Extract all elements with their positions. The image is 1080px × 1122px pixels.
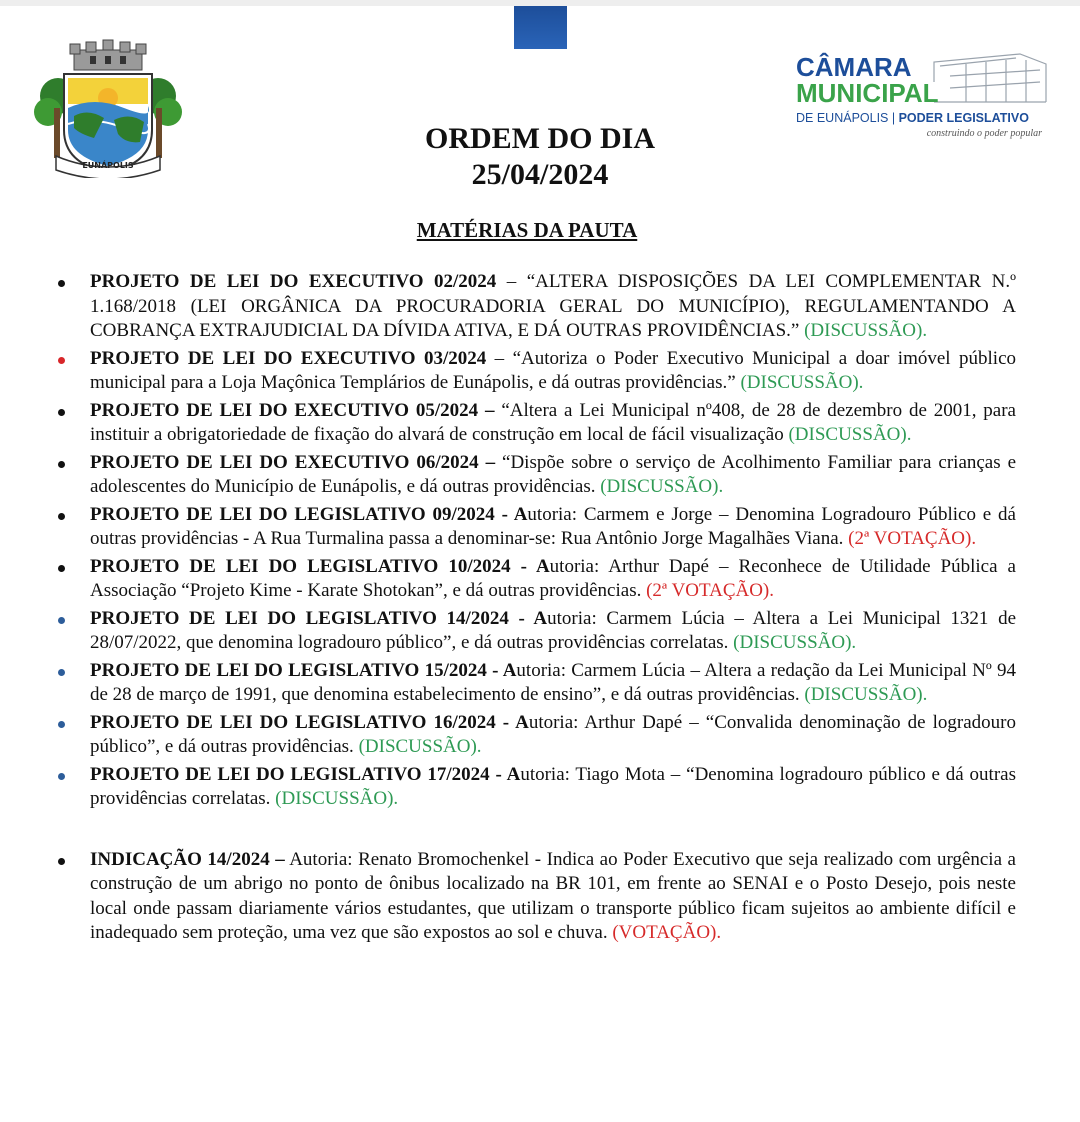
document-title: ORDEM DO DIA bbox=[425, 122, 655, 155]
camara-sub-b: PODER LEGISLATIVO bbox=[898, 111, 1029, 125]
item-title: PROJETO DE LEI DO LEGISLATIVO 15/2024 - A bbox=[90, 659, 517, 681]
item-text: utoria: Arthur Dapé – “Convalida denominação de logradouro público”, e dá outras providências. bbox=[90, 711, 1016, 757]
item-text: utoria: Carmem Lúcia – Altera a Lei Municipal 1321 de 28/07/2022, que denomina logradouro público”, e dá outras providências correlatas. bbox=[90, 607, 1016, 653]
item-status: (DISCUSSÃO). bbox=[804, 320, 928, 341]
item-status: (DISCUSSÃO). bbox=[804, 684, 928, 705]
agenda-item bbox=[48, 451, 1016, 500]
item-title: INDICAÇÃO 14/2024 – bbox=[90, 848, 285, 870]
item-text: Autoria: Renato Bromochenkel - Indica ao Poder Executivo que seja realizado com urgência a construção de um abrigo no ponto de ônibus localizado na BR 101, em frente ao SENAI e o Posto Desejo, pois neste local onde passam diariamente vários estudantes, que utilizam o transporte público ficam sujeitos ao ambiente difícil e inadequado sem proteção, uma vez que são expostos ao sol e chuva. bbox=[90, 848, 1016, 943]
document-date: 25/04/2024 bbox=[471, 158, 609, 191]
bullet-icon bbox=[58, 669, 65, 676]
item-title: PROJETO DE LEI DO EXECUTIVO 05/2024 – bbox=[90, 399, 495, 421]
agenda-list bbox=[48, 270, 1016, 949]
bullet-icon bbox=[58, 357, 65, 364]
item-title: PROJETO DE LEI DO LEGISLATIVO 14/2024 - A bbox=[90, 607, 548, 629]
camara-line2: MUNICIPAL bbox=[796, 78, 939, 108]
item-title: PROJETO DE LEI DO EXECUTIVO 03/2024 bbox=[90, 347, 487, 369]
item-status: (DISCUSSÃO). bbox=[740, 372, 864, 393]
item-title: PROJETO DE LEI DO EXECUTIVO 02/2024 bbox=[90, 271, 497, 292]
item-text: – “Autoriza o Poder Executivo Municipal a doar imóvel público municipal para a Loja Maçônica Templários de Eunápolis, e dá outras providências.” bbox=[90, 347, 1017, 393]
agenda-item bbox=[48, 503, 1016, 552]
agenda-item bbox=[48, 659, 1016, 708]
item-title: PROJETO DE LEI DO LEGISLATIVO 10/2024 - A bbox=[90, 555, 550, 577]
bullet-icon bbox=[58, 565, 65, 572]
item-status: (DISCUSSÃO). bbox=[358, 736, 482, 757]
agenda-item bbox=[48, 399, 1016, 448]
agenda-item bbox=[48, 347, 1016, 396]
item-text: “Dispõe sobre o serviço de Acolhimento Familiar para crianças e adolescentes do Município de Eunápolis, e dá outras providências. bbox=[90, 451, 1017, 497]
agenda-item bbox=[48, 555, 1016, 604]
item-status: (DISCUSSÃO). bbox=[733, 632, 857, 653]
agenda-item bbox=[48, 848, 1016, 946]
bullet-icon bbox=[58, 280, 65, 287]
item-status: (VOTAÇÃO). bbox=[612, 922, 722, 943]
agenda-item bbox=[48, 607, 1016, 656]
camara-slogan: construindo o poder popular bbox=[926, 128, 1042, 139]
item-status: (DISCUSSÃO). bbox=[788, 424, 912, 445]
bullet-icon bbox=[58, 409, 65, 416]
item-status: (DISCUSSÃO). bbox=[275, 788, 399, 809]
item-status: (2ª VOTAÇÃO). bbox=[848, 528, 977, 549]
agenda-item bbox=[48, 270, 1016, 344]
bullet-icon bbox=[58, 721, 65, 728]
municipal-crest-logo bbox=[34, 38, 182, 178]
item-title: PROJETO DE LEI DO EXECUTIVO 06/2024 – bbox=[90, 451, 496, 473]
item-text: utoria: Carmem Lúcia – Altera a redação da Lei Municipal Nº 94 de 28 de março de 1991, que denomina estabelecimento de ensino”, e dá outras providências. bbox=[90, 659, 1016, 705]
item-title: PROJETO DE LEI DO LEGISLATIVO 17/2024 - A bbox=[90, 763, 521, 785]
item-title: PROJETO DE LEI DO LEGISLATIVO 09/2024 - A bbox=[90, 503, 528, 525]
item-status: (2ª VOTAÇÃO). bbox=[646, 580, 775, 601]
bullet-icon bbox=[58, 513, 65, 520]
item-text: utoria: Tiago Mota – “Denomina logradouro público e dá outras providências correlatas. bbox=[90, 763, 1016, 809]
crest-caption: EUNÁPOLIS bbox=[82, 161, 134, 170]
agenda-item bbox=[48, 763, 1016, 812]
item-text: “Altera a Lei Municipal nº408, de 28 de dezembro de 2001, para instituir a obrigatoriedade de fixação do alvará de construção em local de fácil visualização bbox=[90, 399, 1016, 445]
item-status: (DISCUSSÃO). bbox=[600, 476, 724, 497]
header-blue-mark bbox=[514, 6, 567, 49]
bullet-icon bbox=[58, 617, 65, 624]
camara-line1: CÂMARA bbox=[796, 52, 912, 82]
camara-sub-a: DE EUNÁPOLIS | bbox=[796, 111, 899, 125]
bullet-icon bbox=[58, 461, 65, 468]
bullet-icon bbox=[58, 773, 65, 780]
section-title: MATÉRIAS DA PAUTA bbox=[416, 218, 638, 242]
item-text: utoria: Arthur Dapé – Reconhece de Utilidade Pública a Associação “Projeto Kime - Karate Shotokan”, e dá outras providências. bbox=[90, 555, 1016, 601]
item-text: – “ALTERA DISPOSIÇÕES DA LEI COMPLEMENTAR N.º 1.168/2018 (LEI ORGÂNICA DA PROCURADORIA GERAL DO MUNICÍPIO), REGULAMENTANDO A COBRANÇA EXTRAJUDICIAL DA DÍVIDA ATIVA, E DÁ OUTRAS PROVIDÊNCIAS.” bbox=[90, 271, 1017, 341]
agenda-item bbox=[48, 711, 1016, 760]
bullet-icon bbox=[58, 858, 65, 865]
item-title: PROJETO DE LEI DO LEGISLATIVO 16/2024 - A bbox=[90, 711, 529, 733]
item-text: utoria: Carmem e Jorge – Denomina Logradouro Público e dá outras providências - A Rua Turmalina passa a denominar-se: Rua Antônio Jorge Magalhães Viana. bbox=[90, 503, 1016, 549]
